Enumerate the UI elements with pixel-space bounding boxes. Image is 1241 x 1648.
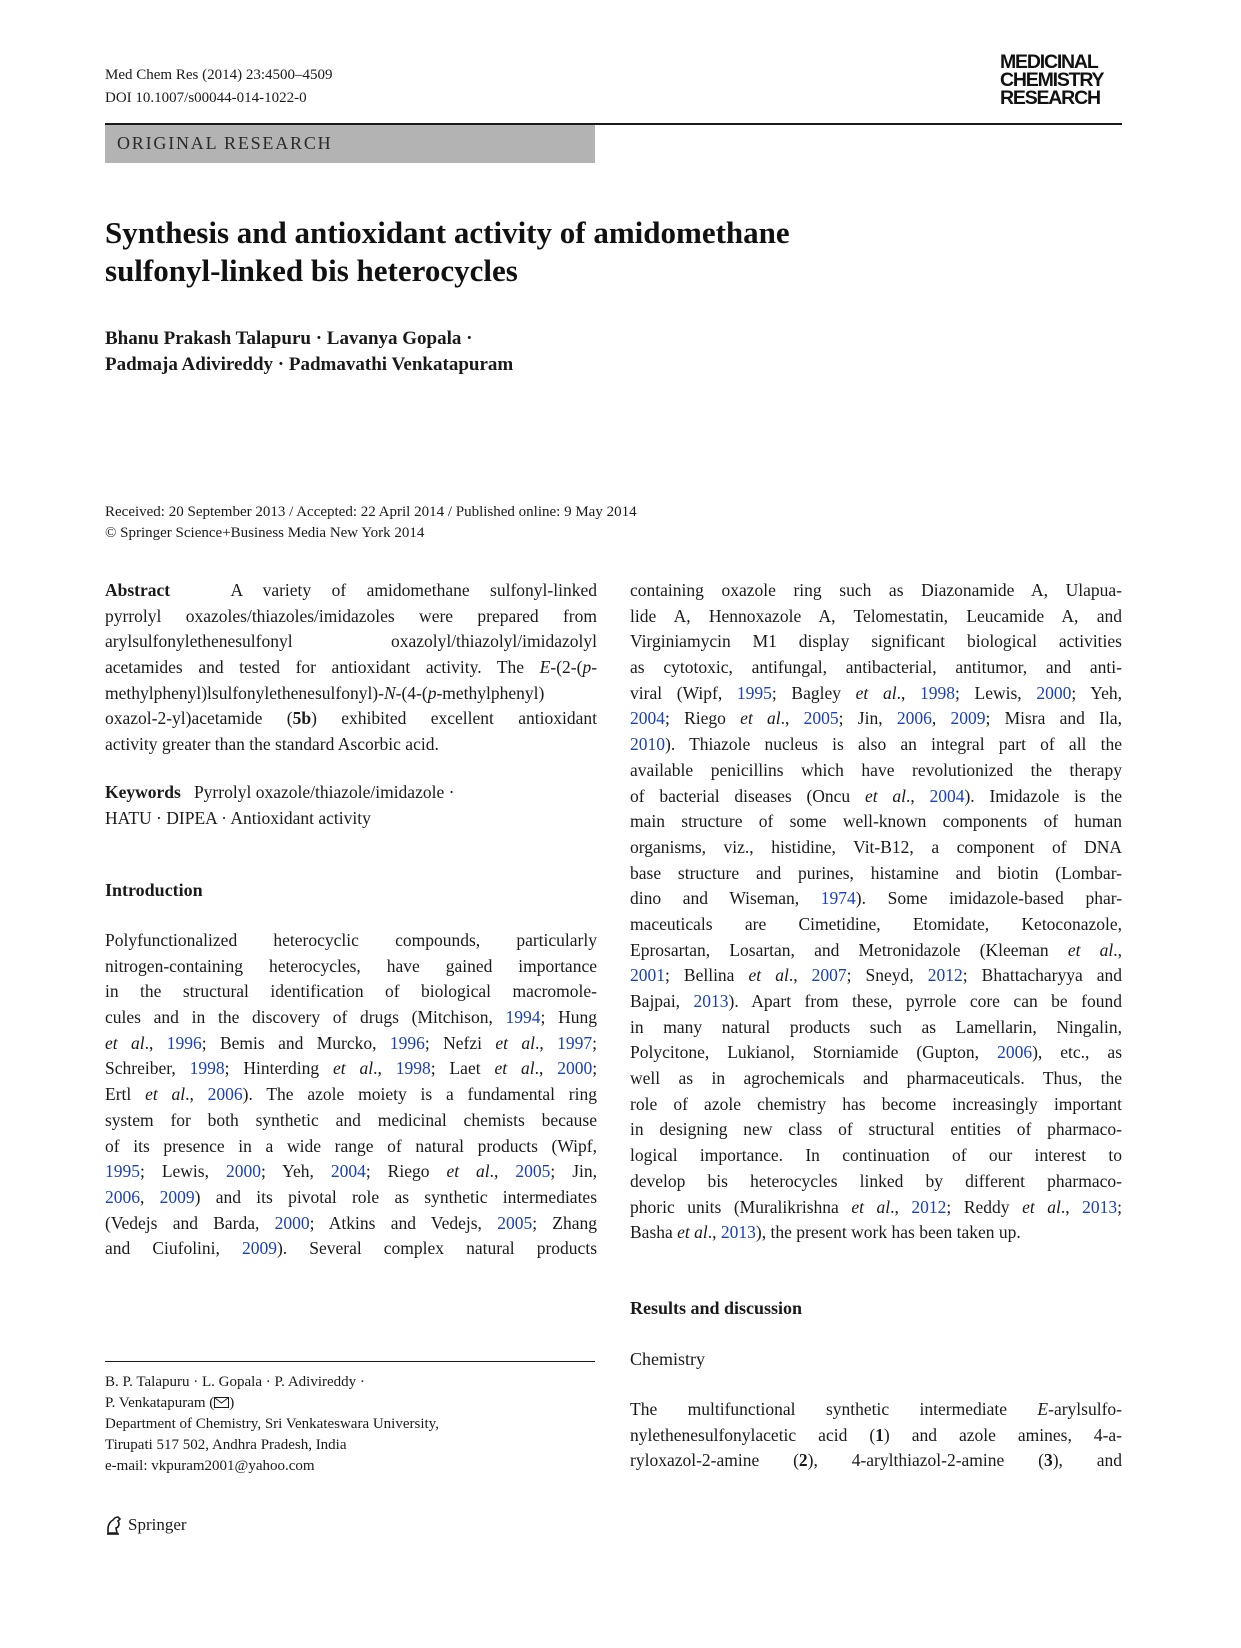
publisher-name: Springer (128, 1515, 187, 1534)
citation-link[interactable]: 2001 (630, 965, 665, 986)
intro-line: Schreiber, 1998; Hinterding et al., 1998; Laet et al., 2000; (105, 1058, 598, 1079)
chemistry-line: ryloxazol-2-amine (2), 4-arylthiazol-2-amine (3), and (630, 1450, 1122, 1471)
chemistry-subheading: Chemistry (630, 1349, 705, 1369)
intro-line: organisms, viz., histidine, Vit-B12, a component of DNA (630, 836, 1122, 857)
citation-link[interactable]: 2000 (225, 1161, 261, 1182)
intro-line: phoric units (Muralikrishna et al., 2012; Reddy et al., 2013; (630, 1196, 1123, 1217)
intro-line: nitrogen-containing heterocycles, have gained importance (105, 955, 597, 976)
citation-link[interactable]: 2004 (630, 708, 665, 729)
keywords-line: HATU · DIPEA · Antioxidant activity (105, 807, 371, 828)
footnote-address: Tirupati 517 502, Andhra Pradesh, India (105, 1437, 347, 1453)
intro-line: develop bis heterocycles linked by different pharmaco- (630, 1170, 1122, 1191)
authors-line-2: Padmaja Adivireddy · Padmavathi Venkatapuram (105, 354, 514, 375)
citation-link[interactable]: 1996 (166, 1032, 202, 1053)
citation-link[interactable]: 2006 (896, 708, 932, 729)
abstract-line: acetamides and tested for antioxidant activity. The E-(2-(p- (105, 657, 598, 678)
citation-link[interactable]: 2005 (803, 708, 839, 729)
intro-line: Virginiamycin M1 display significant biological activities (630, 631, 1122, 652)
abstract-line: oxazol-2-yl)acetamide (5b) exhibited excellent antioxidant (105, 708, 597, 729)
journal-citation: Med Chem Res (2014) 23:4500–4509 (105, 67, 333, 83)
citation-link[interactable]: 2012 (927, 965, 963, 986)
intro-line: of its presence in a wide range of natural products (Wipf, (105, 1135, 597, 1156)
citation-link[interactable]: 2006 (105, 1186, 140, 1207)
intro-line: well as in agrochemicals and pharmaceuticals. Thus, the (630, 1068, 1122, 1089)
citation-link[interactable]: 1995 (105, 1161, 140, 1182)
title-line-2: sulfonyl-linked bis heterocycles (105, 253, 518, 288)
intro-line: lide A, Hennoxazole A, Telomestatin, Leucamide A, and (630, 605, 1122, 626)
envelope-icon (214, 1397, 229, 1408)
citation-link[interactable]: 2000 (557, 1058, 593, 1079)
intro-line: system for both synthetic and medicinal chemists because (105, 1109, 597, 1130)
citation-link[interactable]: 2013 (720, 1222, 756, 1243)
intro-line: cules and in the discovery of drugs (Mitchison, 1994; Hung (105, 1007, 598, 1028)
citation-link[interactable]: 1994 (505, 1007, 541, 1028)
citation-link[interactable]: 2013 (693, 991, 729, 1011)
intro-line: dino and Wiseman, 1974). Some imidazole-based phar- (630, 888, 1123, 909)
category-banner (105, 125, 595, 163)
citation-link[interactable]: 2000 (1036, 682, 1072, 703)
intro-line: 2006, 2009) and its pivotal role as synthetic intermediates (105, 1186, 598, 1207)
keywords-block (105, 780, 597, 831)
citation-link[interactable]: 2007 (811, 965, 847, 986)
chemistry-text (630, 1397, 1122, 1474)
title-line-1: Synthesis and antioxidant activity of amidomethane (105, 215, 790, 250)
intro-line: as cytotoxic, antifungal, antibacterial, antitumor, and anti- (630, 657, 1122, 678)
citation-link[interactable]: 1998 (189, 1058, 225, 1079)
copyright-notice: © Springer Science+Business Media New York 2014 (105, 525, 425, 541)
footnote-rule (105, 1361, 595, 1362)
intro-line: Polyfunctionalized heterocyclic compounds, particularly (105, 930, 597, 950)
intro-line: et al., 1996; Bemis and Murcko, 1996; Nefzi et al., 1997; (105, 1032, 597, 1053)
intro-line: role of azole chemistry has become increasingly important (630, 1093, 1122, 1114)
publication-dates (105, 502, 637, 544)
citation-link[interactable]: 1998 (920, 682, 955, 703)
intro-line: in the structural identification of biological macromole- (105, 981, 597, 1002)
citation-link[interactable]: 2009 (159, 1186, 195, 1207)
intro-line: Bajpai, 2013). Apart from these, pyrrole core can be found (630, 991, 1122, 1011)
introduction-text (105, 928, 597, 1262)
intro-line: Basha et al., 2013), the present work has been taken up. (630, 1222, 1021, 1243)
intro-line: maceuticals are Cimetidine, Etomidate, Ketoconazole, (630, 913, 1122, 934)
citation-link[interactable]: 2006 (997, 1042, 1033, 1063)
doi: DOI 10.1007/s00044-014-1022-0 (105, 90, 307, 106)
abstract-line: activity greater than the standard Ascorbic acid. (105, 734, 439, 755)
authors-line-1: Bhanu Prakash Talapuru · Lavanya Gopala · (105, 328, 473, 349)
intro-line: Polycitone, Lukianol, Storniamide (Gupton, 2006), etc., as (630, 1042, 1122, 1063)
journal-reference (105, 64, 332, 110)
citation-link[interactable]: 2012 (911, 1196, 947, 1217)
intro-line: Eprosartan, Losartan, and Metronidazole (Kleeman et al., (630, 939, 1122, 960)
intro-line: containing oxazole ring such as Diazonamide A, Ulapua- (630, 580, 1122, 600)
footnote-email: e-mail: vkpuram2001@yahoo.com (105, 1458, 315, 1474)
logo-line-2: CHEMISTRY (1000, 69, 1104, 91)
article-title (105, 214, 1005, 290)
author-affiliation (105, 1372, 439, 1477)
citation-link[interactable]: 2009 (950, 708, 986, 729)
intro-line: main structure of some well-known components of human (630, 811, 1122, 832)
intro-line: and Ciufolini, 2009). Several complex natural products (105, 1238, 597, 1259)
category-label: ORIGINAL RESEARCH (117, 133, 333, 153)
chemistry-line: nylethenesulfonylacetic acid (1) and azole amines, 4-a- (630, 1424, 1122, 1445)
springer-horse-icon (105, 1515, 123, 1535)
keywords-line: Keywords Pyrrolyl oxazole/thiazole/imidazole · (105, 782, 455, 802)
citation-link[interactable]: 2006 (207, 1084, 243, 1105)
citation-link[interactable]: 2000 (274, 1212, 310, 1233)
abstract-label: Abstract (105, 580, 171, 600)
intro-line: in designing new class of structural entities of pharmaco- (630, 1119, 1122, 1140)
corresponding-author: P. Venkatapuram ( ) (105, 1395, 235, 1411)
chemistry-line: The multifunctional synthetic intermediate E-arylsulfo- (630, 1399, 1122, 1419)
citation-link[interactable]: 1997 (557, 1032, 593, 1053)
abstract-line: methylphenyl)lsulfonylethenesulfonyl)-N-(4-(p-methylphenyl) (105, 682, 545, 703)
logo-line-1: MEDICINAL (1000, 51, 1098, 73)
intro-line: base structure and purines, histamine and biotin (Lombar- (630, 862, 1122, 883)
logo-line-3: RESEARCH (1000, 87, 1100, 109)
intro-line: Ertl et al., 2006). The azole moiety is a fundamental ring (105, 1084, 598, 1105)
citation-link[interactable]: 2004 (330, 1161, 366, 1182)
introduction-heading: Introduction (105, 880, 203, 900)
intro-line: 2004; Riego et al., 2005; Jin, 2006, 2009; Misra and Ila, (630, 708, 1123, 729)
footnote-authors: B. P. Talapuru · L. Gopala · P. Adivireddy · (105, 1374, 365, 1390)
author-list (105, 326, 513, 378)
citation-link[interactable]: 2009 (241, 1238, 277, 1259)
citation-link[interactable]: 1996 (389, 1032, 425, 1053)
citation-link[interactable]: 1998 (395, 1058, 431, 1079)
intro-line: (Vedejs and Barda, 2000; Atkins and Vedejs, 2005; Zhang (105, 1212, 597, 1233)
intro-line: available penicillins which have revolutionized the therapy (630, 759, 1122, 780)
abstract-line: Abstract A variety of amidomethane sulfonyl-linked (105, 580, 597, 600)
journal-logo (1000, 53, 1122, 107)
citation-link[interactable]: 1974 (820, 888, 856, 909)
intro-line: logical importance. In continuation of our interest to (630, 1145, 1122, 1166)
abstract-line: pyrrolyl oxazoles/thiazoles/imidazoles were prepared from (105, 605, 597, 626)
intro-line: viral (Wipf, 1995; Bagley et al., 1998; Lewis, 2000; Yeh, (630, 682, 1123, 703)
intro-line: 2010). Thiazole nucleus is also an integral part of all the (630, 734, 1122, 755)
results-heading: Results and discussion (630, 1298, 803, 1318)
abstract-line: arylsulfonylethenesulfonyl oxazolyl/thiazolyl/imidazolyl (105, 631, 597, 652)
citation-link[interactable]: 2005 (515, 1161, 551, 1182)
citation-link[interactable]: 1995 (736, 682, 772, 703)
intro-line: 1995; Lewis, 2000; Yeh, 2004; Riego et al., 2005; Jin, (105, 1161, 597, 1182)
publisher-mark (105, 1515, 187, 1535)
keywords-label: Keywords (105, 782, 181, 802)
footnote-department: Department of Chemistry, Sri Venkateswara University, (105, 1416, 439, 1432)
citation-link[interactable]: 2010 (630, 734, 665, 755)
introduction-continued (630, 578, 1122, 1246)
received-dates: Received: 20 September 2013 / Accepted: 22 April 2014 / Published online: 9 May 2014 (105, 504, 637, 520)
intro-line: in many natural products such as Lamellarin, Ningalin, (630, 1016, 1122, 1037)
intro-line: of bacterial diseases (Oncu et al., 2004). Imidazole is the (630, 785, 1122, 806)
citation-link[interactable]: 2005 (497, 1212, 533, 1233)
intro-line: 2001; Bellina et al., 2007; Sneyd, 2012; Bhattacharyya and (630, 965, 1123, 986)
citation-link[interactable]: 2004 (929, 785, 965, 806)
abstract-block (105, 578, 597, 758)
citation-link[interactable]: 2013 (1082, 1196, 1118, 1217)
